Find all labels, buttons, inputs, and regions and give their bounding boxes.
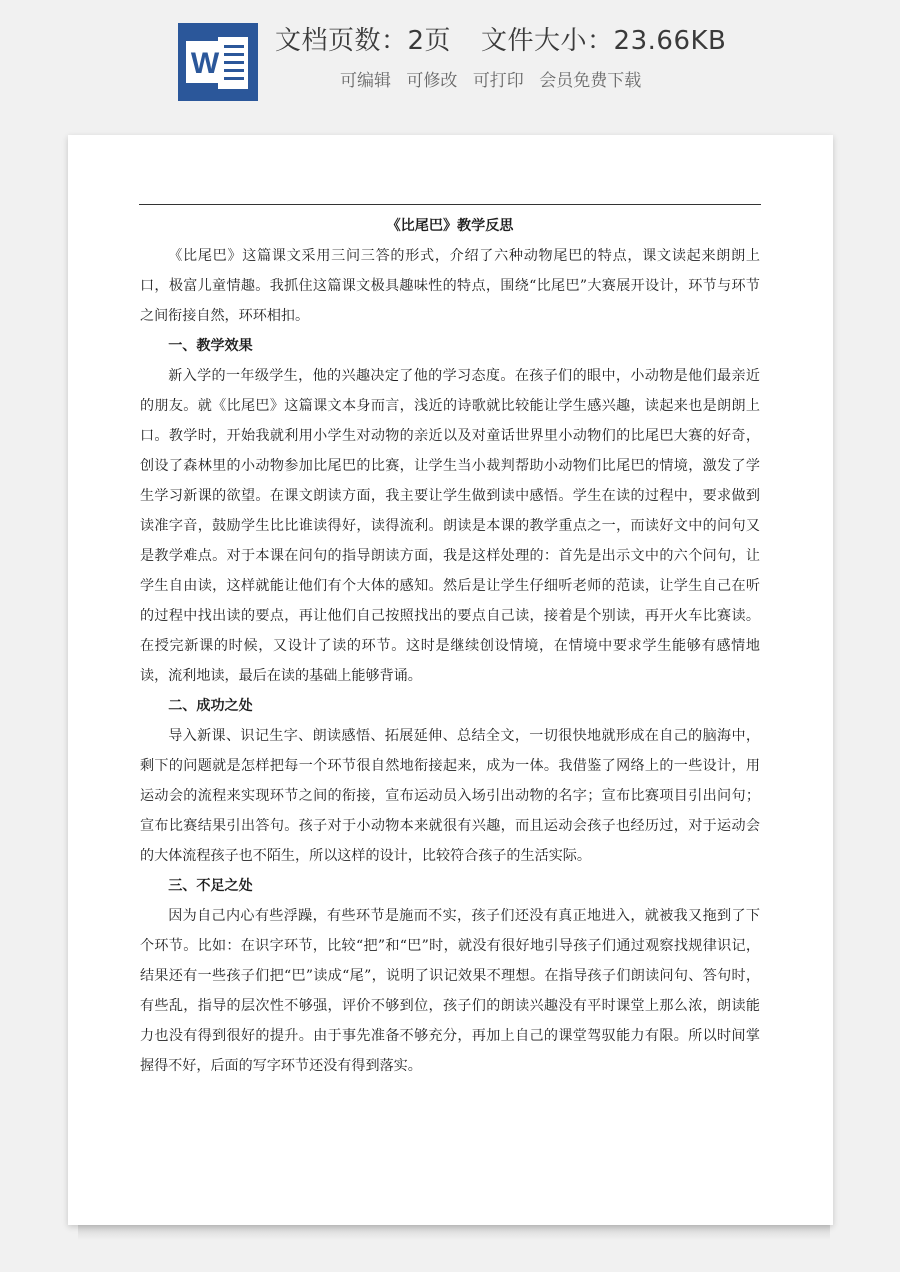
section-text-successes: 导入新课、识记生字、朗读感悟、拓展延伸、总结全文，一切很快地就形成在自己的脑海中，剩下的问题就是怎样把每一个环节很自然地衔接起来，成为一体。我借鉴了网络上的一些设计，用运动会的流程来实现环节之间的衔接，宣布运动员入场引出动物的名字；宣布比赛项目引出问句；宣布比赛结果引出答句。孩子对于小动物本来就很有兴趣，而且运动会孩子也经历过，对于运动会的大体流程孩子也不陌生，所以这样的设计，比较符合孩子的生活实际。 bbox=[140, 728, 760, 864]
word-icon-letter: W bbox=[190, 47, 220, 80]
file-size: 文件大小：23.66KB bbox=[481, 26, 727, 56]
header-rule bbox=[139, 204, 761, 205]
section-text-effects: 新入学的一年级学生，他的兴趣决定了他的学习态度。在孩子们的眼中，小动物是他们最亲近的朋友。就《比尾巴》这篇课文本身而言，浅近的诗歌就比较能让学生感兴趣，读起来也是朗朗上口。教学时，开始我就利用小学生对动物的亲近以及对童话世界里小动物们的比尾巴大赛的好奇，创设了森林里的小动物参加比尾巴的比赛，让学生当小裁判帮助小动物们比尾巴的情境，激发了学生学习新课的欲望。在课文朗读方面，我主要让学生做到读中感悟。学生在读的过程中，要求做到读准字音，鼓励学生比比谁读得好，读得流利。朗读是本课的教学重点之一，而读好文中的问句又是教学难点。对于本课在问句的指导朗读方面，我是这样处理的：首先是出示文中的六个问句，让学生自由读，这样就能让他们有个大体的感知。然后是让学生仔细听老师的范读，让学生自己在听的过程中找出读的要点，再让他们自己按照找出的要点自己读，接着是个别读，再开火车比赛读。在授完新课的时候，又设计了读的环节。这时是继续创设情境，在情境中要求学生能够有感情地读，流利地读，最后在读的基础上能够背诵。 bbox=[140, 368, 760, 684]
feature-modifiable: 可修改 bbox=[406, 71, 458, 91]
word-document-icon bbox=[178, 23, 258, 101]
intro-paragraph: 《比尾巴》这篇课文采用三问三答的形式，介绍了六种动物尾巴的特点，课文读起来朗朗上口，极富儿童情趣。我抓住这篇课文极具趣味性的特点，围绕“比尾巴”大赛展开设计，环节与环节之间衔接自然，环环相扣。 bbox=[140, 248, 760, 324]
section-heading-effects: 一、教学效果 bbox=[168, 338, 253, 354]
document-info-banner bbox=[0, 0, 900, 130]
page-count: 文档页数：2页 bbox=[275, 26, 452, 56]
file-stats bbox=[275, 20, 795, 57]
document-body bbox=[140, 211, 760, 1081]
section-heading-shortcomings: 三、不足之处 bbox=[168, 878, 253, 894]
feature-printable: 可打印 bbox=[472, 71, 524, 91]
feature-list bbox=[340, 66, 651, 91]
section-heading-successes: 二、成功之处 bbox=[168, 698, 253, 714]
feature-editable: 可编辑 bbox=[340, 71, 391, 91]
feature-free-download: 会员免费下载 bbox=[539, 71, 642, 91]
document-title: 《比尾巴》教学反思 bbox=[386, 218, 514, 234]
section-text-shortcomings: 因为自己内心有些浮躁，有些环节是施而不实，孩子们还没有真正地进入，就被我又拖到了下个环节。比如：在识字环节，比较“把”和“巴”时，就没有很好地引导孩子们通过观察找规律识记，结果还有一些孩子们把“巴”读成“尾”，说明了识记效果不理想。在指导孩子们朗读问句、答句时，有些乱，指导的层次性不够强，评价不够到位，孩子们的朗读兴趣没有平时课堂上那么浓，朗读能力也没有得到很好的提升。由于事先准备不够充分，再加上自己的课堂驾驭能力有限。所以时间掌握得不好，后面的写字环节还没有得到落实。 bbox=[140, 908, 760, 1074]
document-page bbox=[68, 135, 833, 1225]
